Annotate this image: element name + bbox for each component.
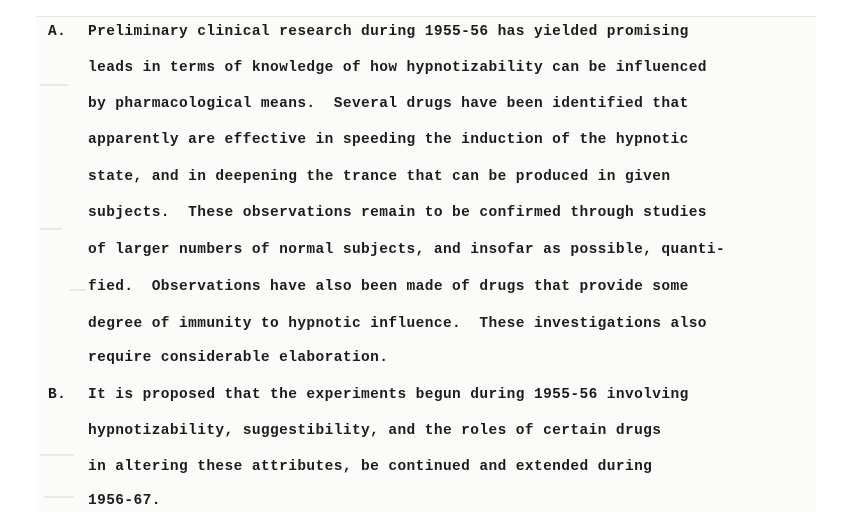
section-a-line-6: subjects. These observations remain to be confirmed through studies <box>88 205 707 221</box>
section-b-label: B. <box>48 387 67 403</box>
section-a-label: A. <box>48 24 67 40</box>
section-b-line-4: 1956-67. <box>88 493 161 509</box>
section-a-line-9: degree of immunity to hypnotic influence. These investigations also <box>88 316 707 332</box>
section-b-line-1: It is proposed that the experiments begun during 1955-56 involving <box>88 387 689 403</box>
section-a-line-2: leads in terms of knowledge of how hypnotizability can be influenced <box>88 60 707 76</box>
section-a-line-5: state, and in deepening the trance that can be produced in given <box>88 169 671 185</box>
scan-artifact <box>40 84 68 86</box>
scan-artifact <box>40 454 74 456</box>
scan-artifact <box>70 289 86 291</box>
section-a-line-3: by pharmacological means. Several drugs have been identified that <box>88 96 689 112</box>
scan-artifact <box>40 228 62 230</box>
section-a-line-10: require considerable elaboration. <box>88 350 389 366</box>
section-a-line-8: fied. Observations have also been made of drugs that provide some <box>88 279 689 295</box>
section-b-line-3: in altering these attributes, be continued and extended during <box>88 459 653 475</box>
section-b-line-2: hypnotizability, suggestibility, and the roles of certain drugs <box>88 423 662 439</box>
section-a-line-1: Preliminary clinical research during 1955-56 has yielded promising <box>88 24 689 40</box>
section-a-line-4: apparently are effective in speeding the induction of the hypnotic <box>88 132 689 148</box>
scan-artifact <box>44 496 74 498</box>
section-a-line-7: of larger numbers of normal subjects, and insofar as possible, quanti- <box>88 242 726 258</box>
